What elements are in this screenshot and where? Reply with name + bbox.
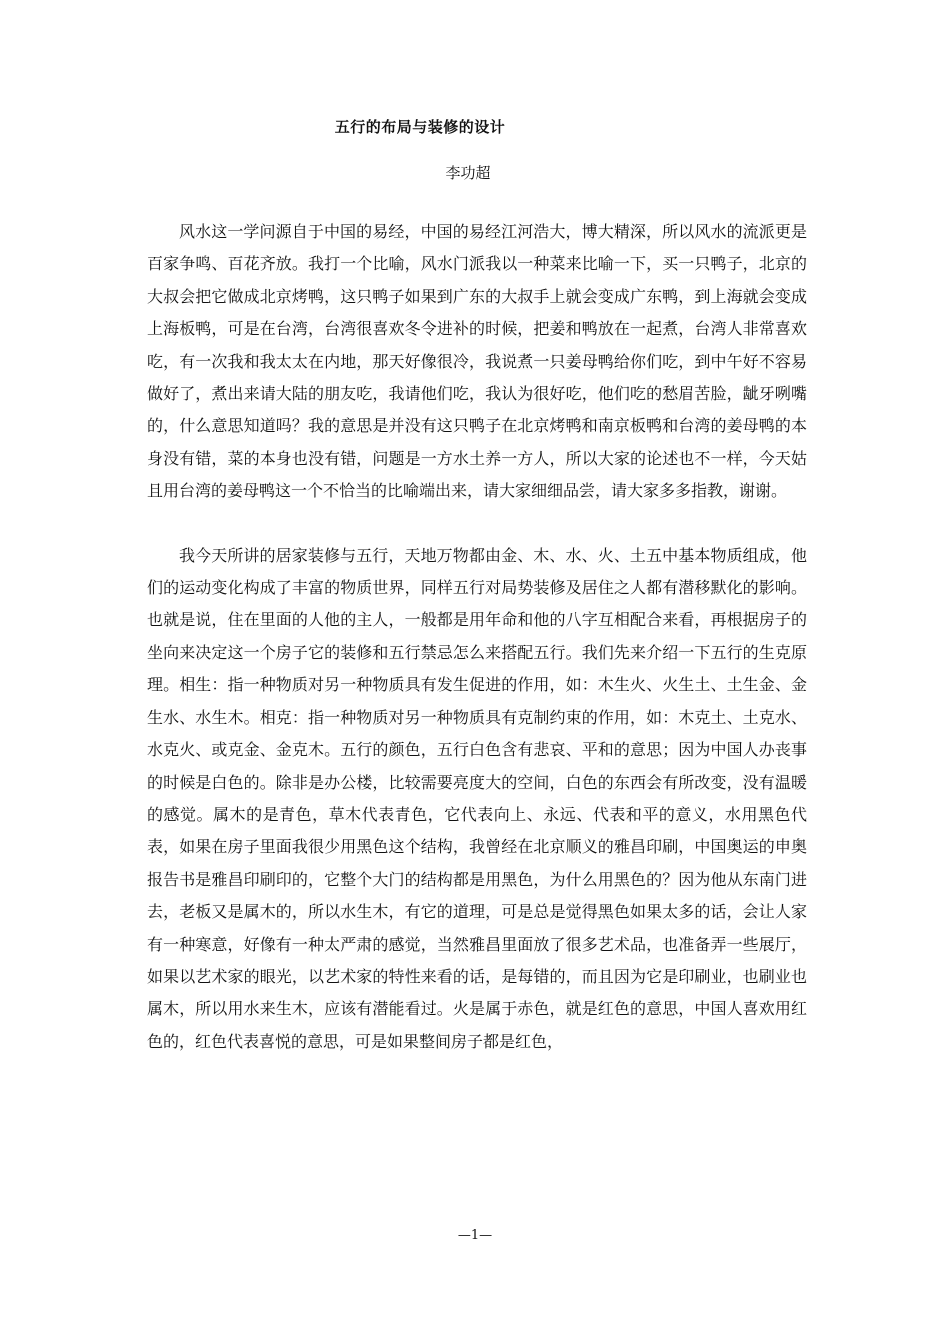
paragraph-2: 我今天所讲的居家装修与五行，天地万物都由金、木、水、火、土五中基本物质组成，他们的运动变化构成了丰富的物质世界，同样五行对局势装修及居住之人都有潜移默化的影响。也就是说，住在里面的人他的主人，一般都是用年命和他的八字互相配合来看，再根据房子的坐向来决定这一个房子它的装修和五行禁忌怎么来搭配五行。我们先来介绍一下五行的生克原理。相生：指一种物质对另一种物质具有发生促进的作用，如：木生火、火生土、土生金、金生水、水生木。相克：指一种物质对另一种物质具有克制约束的作用，如：木克土、土克水、水克火、或克金、金克木。五行的颜色，五行白色含有悲哀、平和的意思；因为中国人办丧事的时候是白色的。除非是办公楼，比较需要亮度大的空间，白色的东西会有所改变，没有温暖的感觉。属木的是青色，草木代表青色，它代表向上、永远、代表和平的意义，水用黑色代表，如果在房子里面我很少用黑色这个结构，我曾经在北京顺义的雅昌印刷，中国奥运的申奥报告书是雅昌印刷印的，它整个大门的结构都是用黑色，为什么用黑色的？因为他从东南门进去，老板又是属木的，所以水生木，有它的道理，可是总是觉得黑色如果太多的话，会让人家有一种寒意，好像有一种太严肃的感觉，当然雅昌里面放了很多艺术品，也准备弄一些展厅，如果以艺术家的眼光，以艺术家的特性来看的话，是每错的，而且因为它是印刷业，也刷业也属木，所以用水来生木，应该有潜能看过。火是属于赤色，就是红色的意思，中国人喜欢用红色的，红色代表喜悦的意思，可是如果整间房子都是红色， — [147, 545, 807, 1051]
page-number: —1— — [457, 1228, 493, 1243]
paragraph-1: 风水这一学问源自于中国的易经，中国的易经江河浩大，博大精深，所以风水的流派更是百家争鸣、百花齐放。我打一个比喻，风水门派我以一种菜来比喻一下，买一只鸭子，北京的大叔会把它做成北京烤鸭，这只鸭子如果到广东的大叔手上就会变成广东鸭，到上海就会变成上海板鸭，可是在台湾，台湾很喜欢冬令进补的时候，把姜和鸭放在一起煮，台湾人非常喜欢吃，有一次我和我太太在内地，那天好像很冷，我说煮一只姜母鸭给你们吃，到中午好不容易做好了，煮出来请大陆的朋友吃，我请他们吃，我认为很好吃，他们吃的愁眉苦脸，龇牙咧嘴的，什么意思知道吗？我的意思是并没有这只鸭子在北京烤鸭和南京板鸭和台湾的姜母鸭的本身没有错，菜的本身也没有错，问题是一方水土养一方人，所以大家的论述也不一样，今天姑且用台湾的姜母鸭这一个不恰当的比喻端出来，请大家细细品尝，请大家多多指教，谢谢。 — [147, 222, 807, 501]
document-author: 李功超 — [445, 164, 491, 182]
document-body — [147, 216, 807, 1058]
document-title: 五行的布局与装修的设计 — [334, 118, 506, 136]
